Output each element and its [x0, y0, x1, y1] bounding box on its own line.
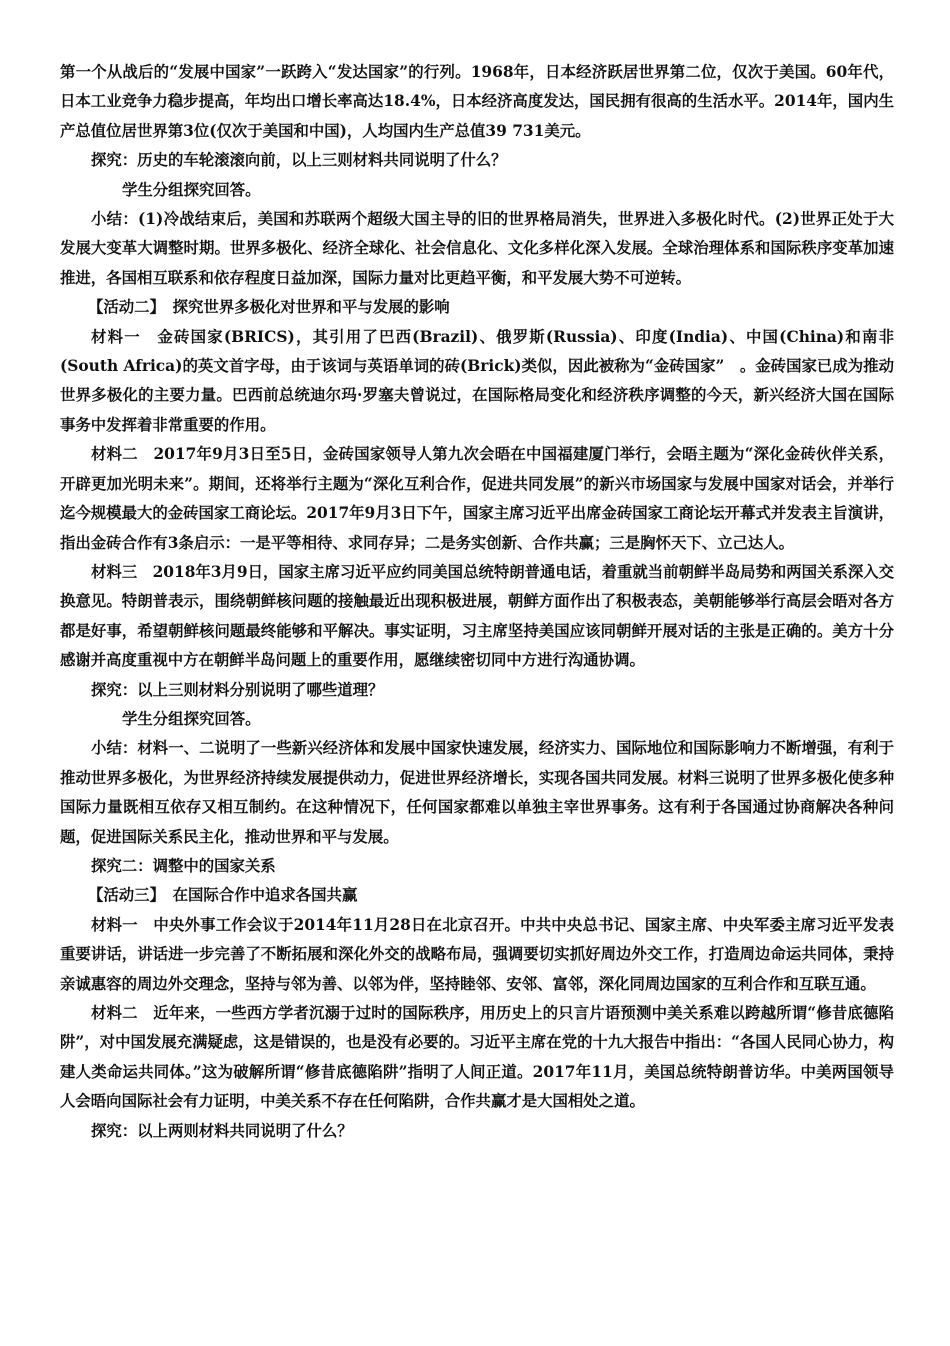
student-activity-2: 学生分组探究回答。 — [122, 709, 261, 728]
summary-1: 小结：(1)冷战结束后，美国和苏联两个超级大国主导的旧的世界格局消失，世界进入多极化时代。(2)世界正处于大发展大变革大调整时期。世界多极化、经济全球化、社会信息化、文化多样化深入发展。全球治理体系和国际秩序变革加速推进，各国相互联系和依存程度日益加深，国际力量对比更趋平衡，和平发展大势不可逆转。 — [60, 210, 894, 287]
student-activity-1: 学生分组探究回答。 — [122, 180, 261, 199]
document-body — [60, 58, 894, 1146]
material-brics: 材料一 金砖国家(BRICS)，其引用了巴西(Brazil)、俄罗斯(Russia)、印度(India)、中国(China)和南非(South Africa)的英文首字母，由于该词与英语单词的砖(Brick)类似，因此被称为“金砖国家” 。金砖国家已成为推动世界多极化的主要力量。巴西前总统迪尔玛·罗塞夫曾说过，在国际格局变化和经济秩序调整的今天，新兴经济大国在国际事务中发挥着非常重要的作用。 — [60, 327, 894, 434]
question-2: 探究：以上三则材料分别说明了哪些道理？ — [91, 680, 384, 699]
material-foreign-affairs-conference: 材料一 中央外事工作会议于2014年11月28日在北京召开。中共中央总书记、国家主席、中央军委主席习近平发表重要讲话，讲话进一步完善了不断拓展和深化外交的战略布局，强调要切实抓好周边外交工作，打造周边命运共同体，秉持亲诚惠容的周边外交理念，坚持与邻为善、以邻为伴，坚持睦邻、安邻、富邻，深化同周边国家的互利合作和互联互通。 — [60, 915, 894, 993]
question-3: 探究：以上两则材料共同说明了什么？ — [91, 1121, 353, 1140]
question-1: 探究：历史的车轮滚滚向前，以上三则材料共同说明了什么？ — [91, 151, 507, 170]
summary-2: 小结：材料一、二说明了一些新兴经济体和发展中国家快速发展，经济实力、国际地位和国际影响力不断增强，有利于推动世界多极化，为世界经济持续发展提供动力，促进世界经济增长，实现各国共同发展。材料三说明了世界多极化使多种国际力量既相互依存又相互制约。在这种情况下，任何国家都难以单独主宰世界事务。这有利于各国通过协商解决各种问题，促进国际关系民主化，推动世界和平与发展。 — [60, 739, 894, 846]
material-xiamen-summit: 材料二 2017年9月3日至5日，金砖国家领导人第九次会晤在中国福建厦门举行，会晤主题为“深化金砖伙伴关系，开辟更加光明未来”。期间，还将举行主题为“深化互利合作，促进共同发展”的新兴市场国家与发展中国家对话会，并举行迄今规模最大的金砖国家工商论坛。2017年9月3日下午，国家主席习近平出席金砖国家工商论坛开幕式并发表主旨演讲，指出金砖合作有3条启示：一是平等相待、求同存异；二是务实创新、合作共赢；三是胸怀天下、立己达人。 — [60, 445, 894, 552]
material-phone-call: 材料三 2018年3月9日，国家主席习近平应约同美国总统特朗普通电话，着重就当前朝鲜半岛局势和两国关系深入交换意见。特朗普表示，围绕朝鲜核问题的接触最近出现积极进展，朝鲜方面作出了积极表态，美朝能够举行高层会晤对各方都是好事，希望朝鲜核问题最终能够和平解决。事实证明，习主席坚持美国应该同朝鲜开展对话的主张是正确的。美方十分感谢并高度重视中方在朝鲜半岛问题上的重要作用，愿继续密切同中方进行沟通协调。 — [60, 562, 895, 670]
material-thucydides-trap: 材料二 近年来，一些西方学者沉溺于过时的国际秩序，用历史上的只言片语预测中美关系难以跨越所谓“修昔底德陷阱”，对中国发展充满疑虑，这是错误的，也是没有必要的。习近平主席在党的十九大报告中指出：“各国人民同心协力，构建人类命运共同体。”这为破解所谓“修昔底德陷阱”指明了人间正道。2017年11月，美国总统特朗普访华。中美两国领导人会晤向国际社会有力证明，中美关系不存在任何陷阱，合作共赢才是大国相处之道。 — [60, 1004, 894, 1111]
activity-two-heading: 【活动二】 探究世界多极化对世界和平与发展的影响 — [88, 298, 450, 317]
paragraph-japan-economy: 第一个从战后的“发展中国家”一跃跨入“发达国家”的行列。1968年，日本经济跃居世界第二位，仅次于美国。60年代，日本工业竞争力稳步提高，年均出口增长率高达18.4%，日本经济高度发达，国民拥有很高的生活水平。2014年，国内生产总值位居世界第3位(仅次于美国和中国)，人均国内生产总值39 731美元。 — [60, 63, 894, 140]
inquiry-two-heading: 探究二：调整中的国家关系 — [91, 856, 276, 875]
activity-three-heading: 【活动三】 在国际合作中追求各国共赢 — [88, 886, 358, 905]
